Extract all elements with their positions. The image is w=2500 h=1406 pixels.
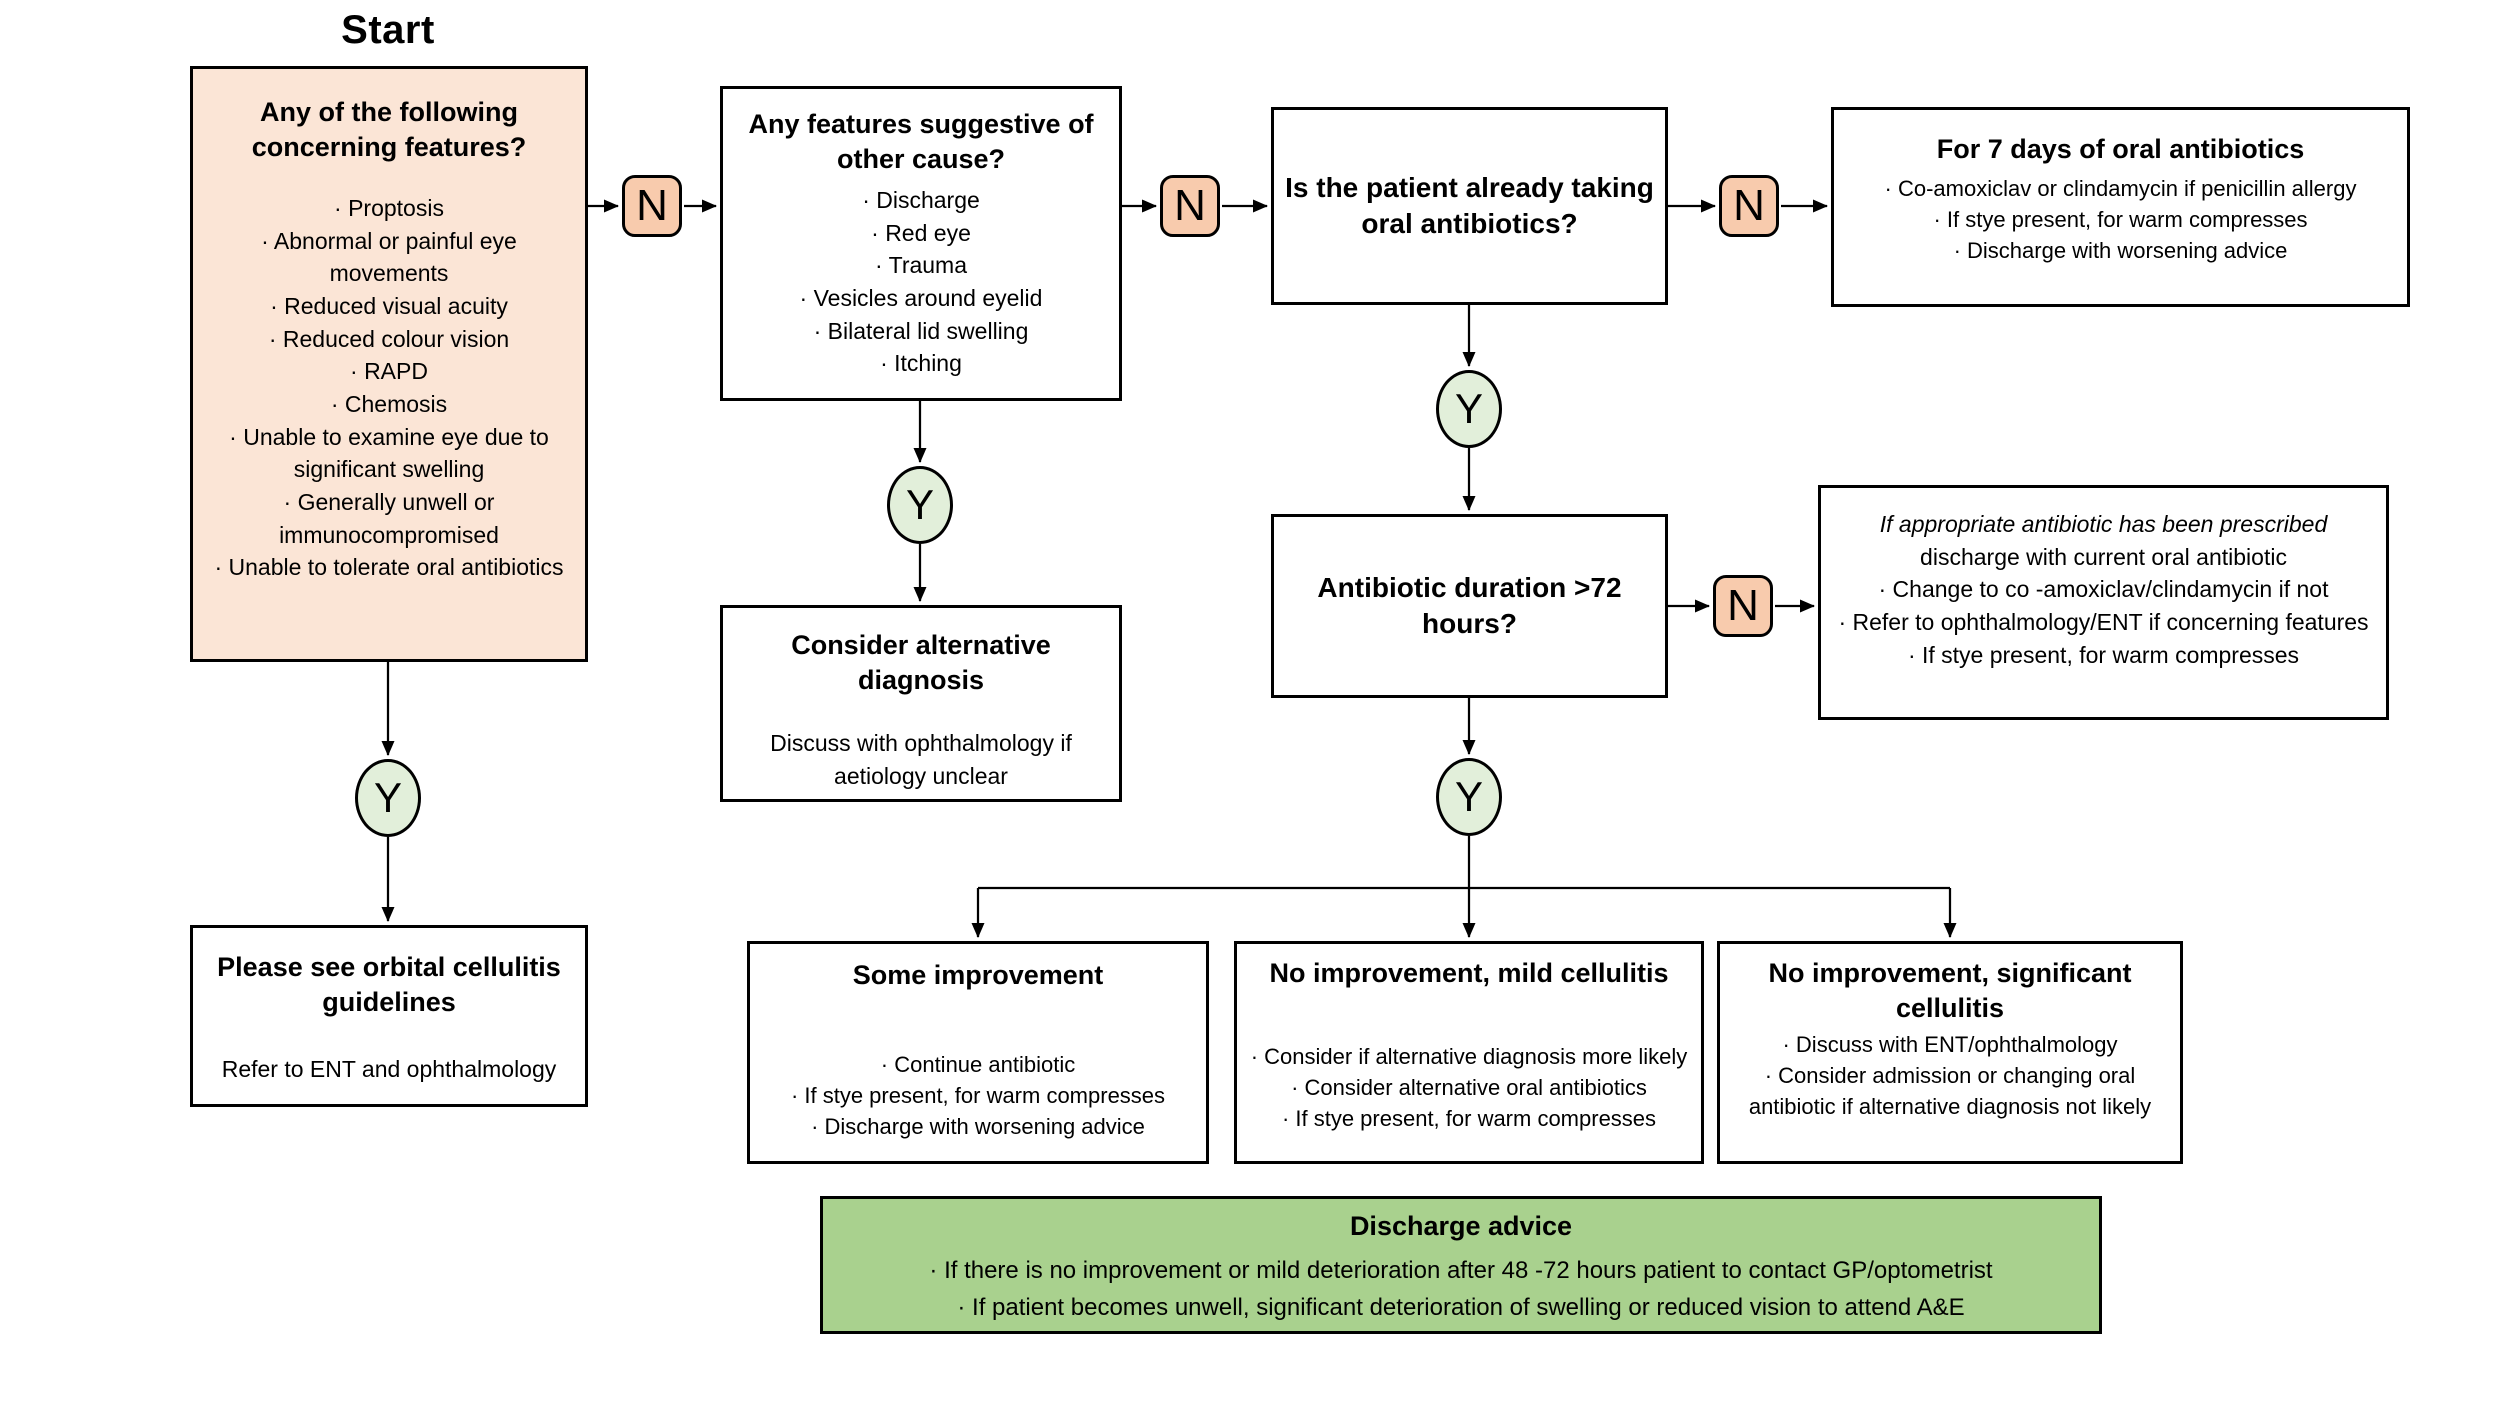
list-item: · Reduced colour vision xyxy=(268,325,510,352)
node-title: Some improvement xyxy=(852,960,1104,990)
list-item: · Trauma xyxy=(874,252,968,279)
list-item: · Vesicles around eyelid xyxy=(799,285,1043,312)
decision-badge-no-3: N xyxy=(1719,175,1779,237)
node-body: Discuss with ophthalmology if aetiology unclear xyxy=(770,730,1072,789)
decision-badge-yes-3: Y xyxy=(1436,370,1502,448)
node-body: Refer to ENT and ophthalmology xyxy=(221,1056,557,1083)
node-title: Consider alternative diagnosis xyxy=(791,630,1051,695)
list-item: · Consider alternative oral antibiotics xyxy=(1291,1074,1647,1100)
node-no-improvement-significant xyxy=(1717,941,2183,1164)
node-title: Any features suggestive of other cause? xyxy=(748,109,1094,174)
list-item: · Consider if alternative diagnosis more likely xyxy=(1250,1043,1688,1069)
list-item: · Generally unwell or immunocompromised xyxy=(279,489,499,548)
node-orbital-cellulitis xyxy=(190,925,588,1107)
list-item: · Proptosis xyxy=(334,195,444,222)
list-item: · Consider admission or changing oral antibiotic if alternative diagnosis not likely xyxy=(1748,1063,2152,1120)
node-already-taking-antibiotics xyxy=(1271,107,1668,305)
node-alternative-diagnosis xyxy=(720,605,1122,802)
node-title: Please see orbital cellulitis guidelines xyxy=(217,952,561,1017)
node-title: No improvement, significant cellulitis xyxy=(1768,958,2132,1023)
node-discharge-advice xyxy=(820,1196,2102,1334)
node-title: Any of the following concerning features? xyxy=(251,97,527,162)
node-no-improvement-mild xyxy=(1234,941,1704,1164)
list-item: · Co-amoxiclav or clindamycin if penicillin allergy xyxy=(1884,175,2357,201)
list-item: · If patient becomes unwell, significant deterioration of swelling or reduced vision to attend A&E xyxy=(957,1294,1965,1322)
node-items xyxy=(733,184,1109,380)
node-concerning-features xyxy=(190,66,588,662)
node-antibiotic-duration xyxy=(1271,514,1668,698)
list-item: · Red eye xyxy=(871,219,971,246)
start-label: Start xyxy=(341,8,435,52)
node-title: For 7 days of oral antibiotics xyxy=(1936,134,2305,164)
node-title: No improvement, mild cellulitis xyxy=(1269,958,1669,988)
node-title: Antibiotic duration >72 hours? xyxy=(1317,571,1622,639)
list-item: · RAPD xyxy=(350,358,428,385)
list-item: · Reduced visual acuity xyxy=(270,293,508,320)
node-items xyxy=(1831,573,2376,671)
node-items xyxy=(203,192,575,584)
list-item: · Unable to tolerate oral antibiotics xyxy=(214,554,564,581)
list-item: · Discharge xyxy=(862,187,980,214)
list-item: · If stye present, for warm compresses xyxy=(1933,206,2308,232)
list-item: · Discuss with ENT/ophthalmology xyxy=(1782,1032,2118,1058)
node-appropriate-antibiotic xyxy=(1818,485,2389,720)
node-title: Is the patient already taking oral antibiotics? xyxy=(1285,171,1654,239)
node-items xyxy=(1247,1041,1691,1134)
decision-badge-no-4: N xyxy=(1713,575,1773,637)
node-items xyxy=(1842,173,2399,266)
list-item: · If stye present, for warm compresses xyxy=(790,1082,1166,1108)
node-some-improvement xyxy=(747,941,1209,1164)
decision-badge-yes-4: Y xyxy=(1436,758,1502,836)
list-item: · Abnormal or painful eye movements xyxy=(261,227,517,287)
connectors-group xyxy=(388,206,1950,937)
list-item: · If stye present, for warm compresses xyxy=(1281,1105,1657,1131)
list-item: · Change to co -amoxiclav/clindamycin if not xyxy=(1878,576,2329,603)
node-lead-italic: If appropriate antibiotic has been prescribed xyxy=(1879,511,2328,537)
list-item: · Discharge with worsening advice xyxy=(1953,237,2288,263)
list-item: · Bilateral lid swelling xyxy=(813,317,1029,344)
node-seven-days-antibiotics xyxy=(1831,107,2410,307)
list-item: · If stye present, for warm compresses xyxy=(1907,641,2300,668)
node-title: Discharge advice xyxy=(1349,1211,1573,1241)
node-items xyxy=(833,1252,2089,1328)
decision-badge-no-1: N xyxy=(622,175,682,237)
list-item: · Chemosis xyxy=(330,391,448,418)
node-lead: discharge with current oral antibiotic xyxy=(1920,543,2287,570)
list-item: · Discharge with worsening advice xyxy=(811,1113,1145,1139)
list-item: · Itching xyxy=(880,350,962,377)
node-items xyxy=(1730,1029,2170,1122)
decision-badge-yes-1: Y xyxy=(355,759,421,837)
list-item: · Unable to examine eye due to significant swelling xyxy=(229,423,549,483)
decision-badge-yes-2: Y xyxy=(887,466,953,544)
list-item: · If there is no improvement or mild deterioration after 48 -72 hours patient to contact GP/optometrist xyxy=(929,1256,1993,1284)
list-item: · Continue antibiotic xyxy=(880,1051,1076,1077)
node-items xyxy=(760,1049,1196,1142)
decision-badge-no-2: N xyxy=(1160,175,1220,237)
list-item: · Refer to ophthalmology/ENT if concerning features xyxy=(1838,608,2369,635)
node-other-cause xyxy=(720,86,1122,401)
